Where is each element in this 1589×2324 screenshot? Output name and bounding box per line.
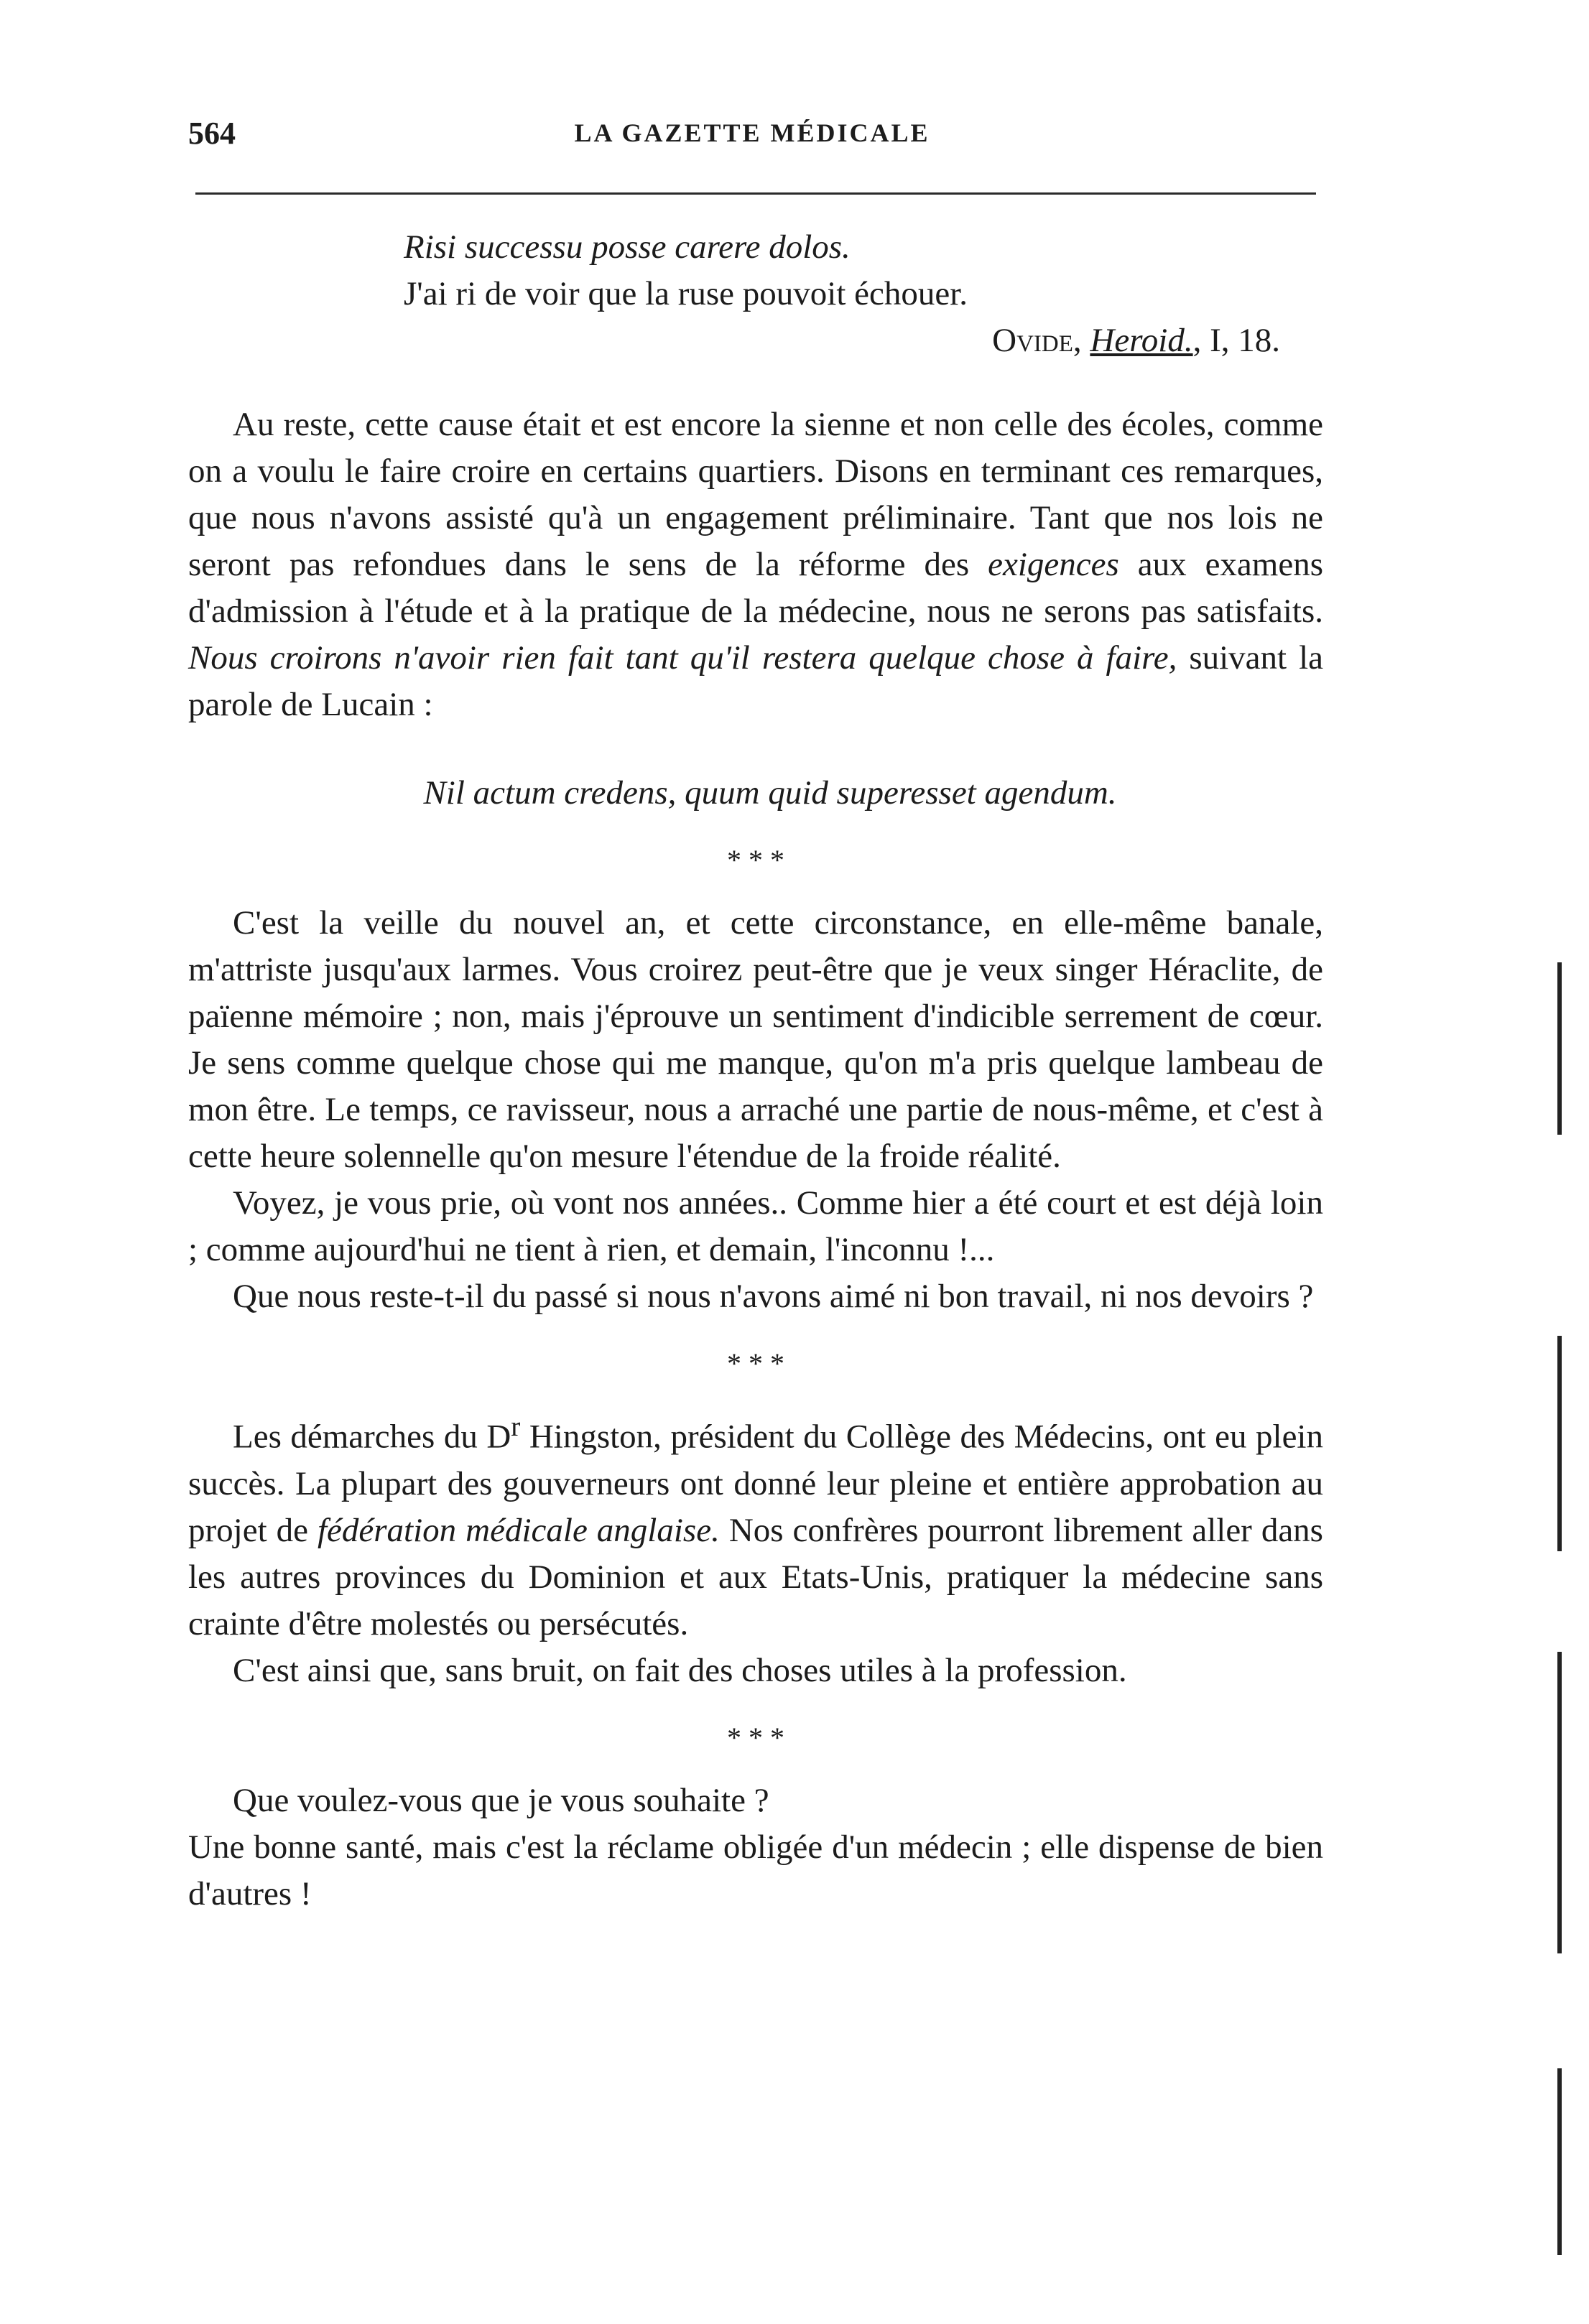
scan-edge-mark (1557, 2068, 1562, 2255)
paragraph-1 (188, 401, 1323, 728)
paragraph-1-emphasis-b: Nous croirons n'avoir rien fait tant qu'il restera quelque chose à faire, (188, 639, 1177, 677)
separator-asterism: * * * (727, 1721, 784, 1754)
paragraph-5-text-c: Nos confrères pourront librement aller dans les autres provinces du Dominion et aux Etats-Unis, pratiquer la médecine sans crainte d'être molestés ou persécutés. (188, 1511, 1323, 1642)
epigraph-french: J'ai ri de voir que la ruse pouvoit échouer. (404, 275, 968, 312)
section-separator (188, 844, 1323, 876)
page-number: 564 (188, 116, 236, 151)
paragraph-5-text-b: Hingston, président du Collège des Médecins, ont eu plein succès. La plupart des gouverneurs ont donné leur pleine et entière approbation au projet de (188, 1418, 1323, 1549)
paragraph-5-text-a: Les démarches du D (233, 1418, 511, 1456)
running-title: LA GAZETTE MÉDICALE (574, 118, 930, 147)
paragraph-1-text-c: suivant la parole de Lucain : (188, 639, 1324, 723)
scan-edge-mark (1557, 962, 1562, 1135)
scan-edge-mark (1557, 1336, 1562, 1551)
epigraph-work: Heroid. (1090, 322, 1193, 359)
paragraph-8: Une bonne santé, mais c'est la réclame obligée d'un médecin ; elle dispense de bien d'autres ! (188, 1828, 1323, 1912)
separator-asterism: * * * (727, 1347, 784, 1380)
paragraph-3: Voyez, je vous prie, où vont nos années.. Comme hier a été court et est déjà loin ; comme aujourd'hui ne tient à rien, et demain, l'inconnu !... (188, 1184, 1323, 1268)
paragraph-2: C'est la veille du nouvel an, et cette circonstance, en elle-même banale, m'attriste jusqu'aux larmes. Vous croirez peut-être que je veux singer Héraclite, de païenne mémoire ; non, mais j'éprouve un sentiment d'indicible serrement de cœur. Je sens comme quelque chose qui me manque, qu'on m'a pris quelque lambeau de mon être. Le temps, ce ravisseur, nous a arraché une partie de nous-même, et c'est à cette heure solennelle qu'on mesure l'étendue de la froide réalité. (188, 904, 1323, 1175)
epigraph (188, 224, 1323, 364)
paragraph-1-text-b: aux examens d'admission à l'étude et à la pratique de la médecine, nous ne serons pas satisfaits. (188, 546, 1323, 630)
paragraph-5-superscript: r (511, 1411, 521, 1442)
header-rule (195, 192, 1316, 195)
epigraph-author: Ovide (992, 322, 1073, 359)
epigraph-reference: , I, 18. (1192, 322, 1280, 359)
section-separator (188, 1347, 1323, 1380)
paragraph-5-emphasis: fédération médicale anglaise. (317, 1511, 720, 1549)
lucan-quote: Nil actum credens, quum quid superesset agendum. (423, 774, 1117, 812)
scan-edge-mark (1557, 1652, 1562, 1953)
paragraph-1-text-a: Au reste, cette cause était et est encore la sienne et non celle des écoles, comme on a voulu le faire croire en certains quartiers. Disons en terminant ces remarques, que nous n'avons assisté qu'à un engagement préliminaire. Tant que nos lois ne seront pas refondues dans le sens de la réforme des (188, 406, 1323, 583)
paragraph-7: Que voulez-vous que je vous souhaite ? (233, 1781, 769, 1819)
paragraph-4: Que nous reste-t-il du passé si nous n'avons aimé ni bon travail, ni nos devoirs ? (233, 1278, 1314, 1315)
article-body (188, 224, 1323, 1918)
page-header (188, 115, 1316, 158)
paragraph-1-emphasis-a: exigences (988, 546, 1119, 583)
paragraph-5 (188, 1403, 1323, 1647)
epigraph-attribution: Ovide, Heroid., I, 18. (992, 322, 1280, 359)
paragraph-6: C'est ainsi que, sans bruit, on fait des choses utiles à la profession. (233, 1651, 1127, 1689)
separator-asterism: * * * (727, 844, 784, 876)
epigraph-latin: Risi successu posse carere dolos. (404, 228, 851, 266)
section-separator (188, 1721, 1323, 1754)
